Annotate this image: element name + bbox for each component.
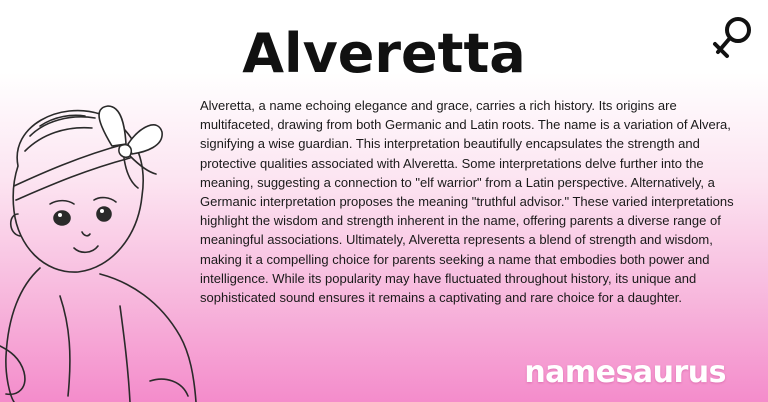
name-title: Alveretta — [242, 22, 526, 85]
female-symbol-icon — [712, 14, 754, 62]
name-description: Alveretta, a name echoing elegance and grace, carries a rich history. Its origins are multifaceted, drawing from both Germanic and Latin roots. The name is a variation of Alvera, signifying a wise guardian. This interpretation beautifully encapsulates the strength and protective qualities associated with Alveretta. Some interpretations delve further into the meaning, suggesting a connection to "elf warrior" from a Latin perspective. Alternatively, a Germanic interpretation proposes the meaning "truthful advisor." These varied interpretations highlight the wisdom and strength inherent in the name, offering parents a diverse range of meaningful associations. Ultimately, Alveretta represents a blend of strength and wisdom, making it a compelling choice for parents seeking a name that embodies both power and intelligence. While its popularity may have fluctuated throughout history, its unique and sophisticated sound ensures it remains a captivating and rare choice for a daughter. — [200, 98, 734, 306]
baby-illustration — [0, 96, 200, 402]
logo-text: namesaurus — [524, 355, 726, 390]
namesaurus-logo[interactable] — [524, 355, 726, 390]
